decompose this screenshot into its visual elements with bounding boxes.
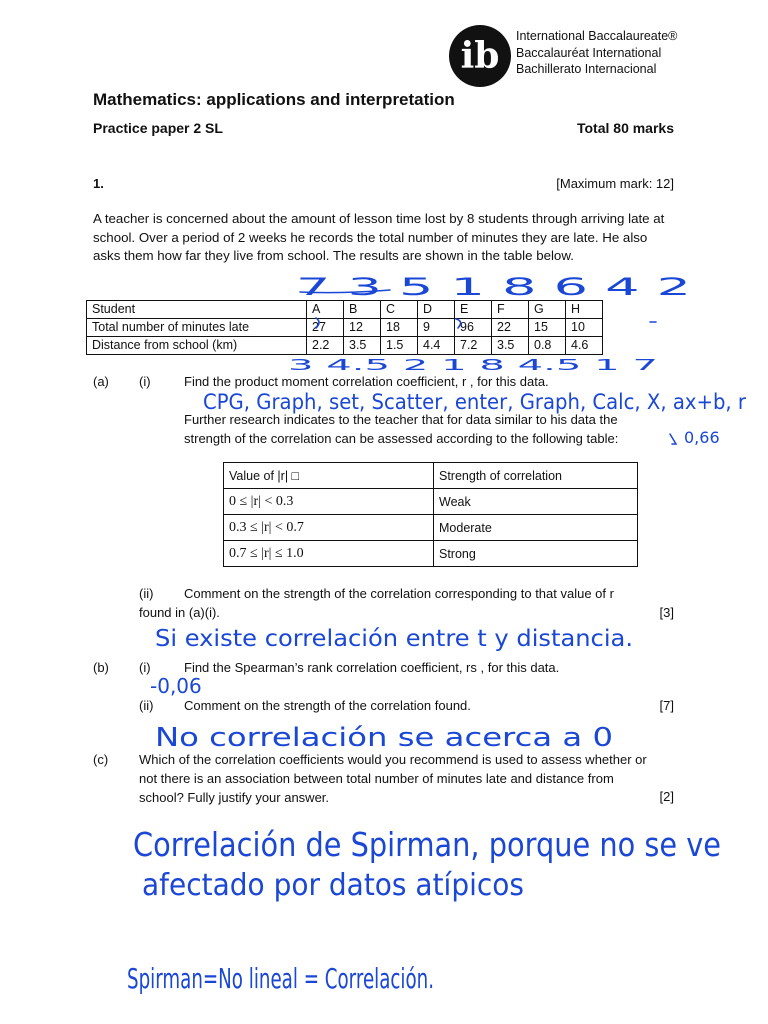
handwritten-gdc-steps: CPG, Graph, set, Scatter, enter, Graph, Calc, X, ax+b, r [203,390,747,414]
paper-subtitle: Practice paper 2 SL [93,120,223,136]
table-cell: 27 [307,319,344,337]
part-a-i-text: Find the product moment correlation coefficient, r , for this data. [184,374,549,389]
handwritten-c-answer-line1: Correlación de Spirman, porque no se ve [133,825,721,864]
table-cell: Student [87,301,307,319]
handwritten-ranks-bottom: 3 4.5 2 1 8 4.5 1 7 [288,356,658,374]
max-mark: [Maximum mark: 12] [556,176,674,191]
table-row [224,515,638,541]
table-cell: Strong [434,541,638,567]
part-b-ii-label: (ii) [139,698,154,713]
part-b-i-text: Find the Spearman’s rank correlation coefficient, rs , for this data. [184,660,560,675]
part-a-i-label: (i) [139,374,151,389]
part-b-ii-text: Comment on the strength of the correlation found. [184,698,471,713]
handwritten-r-value: 0,66 [684,428,720,447]
table-row [224,463,638,489]
table-row [87,337,603,355]
handwritten-b-ii-answer: No correlación se acerca a 0 [155,723,613,753]
table-cell: 9 [418,319,455,337]
table-cell: Moderate [434,515,638,541]
ib-logo-icon [448,24,512,88]
table-cell: 3.5 [492,337,529,355]
table-row [87,319,603,337]
org-name-en: International Baccalaureate® [516,29,678,43]
part-c-label: (c) [93,752,109,767]
handwritten-footer-note: Spirman=No lineal = Correlación. [127,962,434,995]
part-a-label: (a) [93,374,109,389]
table-cell: Distance from school (km) [87,337,307,355]
handwritten-c-answer-line2: afectado por datos atípicos [142,868,524,903]
strength-table [223,462,638,567]
table-cell: 4.4 [418,337,455,355]
table-cell: 0.8 [529,337,566,355]
table-cell: 2.2 [307,337,344,355]
table-cell: F [492,301,529,319]
table-cell: 3.5 [344,337,381,355]
table-cell: 15 [529,319,566,337]
table-cell: G [529,301,566,319]
table-row [224,489,638,515]
handwritten-a-ii-answer: Si existe correlación entre t y distancia. [155,626,633,652]
table-cell: 10 [566,319,603,337]
question-intro: A teacher is concerned about the amount of lesson time lost by 8 students through arriving late at school. Over a period of 2 weeks he records the total number of minutes they are late. He also asks them how far they live from school. The results are shown in the table below. [93,211,665,263]
table-cell: 22 [492,319,529,337]
table-cell: B [344,301,381,319]
org-names [516,28,677,78]
table-row [87,301,603,319]
handwritten-rs-value: -0,06 [150,674,202,698]
table-cell: C [381,301,418,319]
data-table [86,300,603,355]
table-cell: 18 [381,319,418,337]
table-cell: Strength of correlation [434,463,638,489]
part-a-ii-text-2: found in (a)(i). [139,605,220,620]
table-cell: 0.3 ≤ |r| < 0.7 [224,515,434,541]
table-cell: Value of |r| □ [224,463,434,489]
table-cell: 12 [344,319,381,337]
part-c-text: Which of the correlation coefficients would you recommend is used to assess whether or not there is an association between total number of minutes late and distance from school? Fully justify your answer. [139,752,647,805]
table-row [224,541,638,567]
handwritten-strike-stroke [300,290,390,293]
table-cell: 0 ≤ |r| < 0.3 [224,489,434,515]
part-c-mark: [2] [659,789,674,804]
table-cell: 7.2 [455,337,492,355]
table-cell: 0.7 ≤ |r| ≤ 1.0 [224,541,434,567]
table-cell: D [418,301,455,319]
table-cell: Total number of minutes late [87,319,307,337]
part-a-ii-text: Comment on the strength of the correlation corresponding to that value of r [184,586,614,601]
total-marks: Total 80 marks [576,120,674,136]
paper-title: Mathematics: applications and interpretation [93,90,455,109]
handwritten-arrow-mark [670,434,676,444]
logo-text: ib [460,35,500,77]
table-cell: E [455,301,492,319]
table-cell: 4.6 [566,337,603,355]
table-cell: 96 [455,319,492,337]
org-name-fr: Baccalauréat International [516,45,662,60]
part-b-i-label: (i) [139,660,151,675]
table-cell: A [307,301,344,319]
part-b-label: (b) [93,660,109,675]
question-number: 1. [93,176,104,191]
part-a-further-text: Further research indicates to the teacher that for data similar to his data the strength of the correlation can be assessed according to the following table: [184,412,619,446]
table-cell: H [566,301,603,319]
handwritten-ranks-top: 7 3 5 1 8 6 4 2 [296,273,691,301]
part-b-mark: [7] [659,698,674,713]
org-name-es: Bachillerato Internacional [516,62,657,76]
table-cell: 1.5 [381,337,418,355]
table-cell: Weak [434,489,638,515]
part-a-ii-label: (ii) [139,586,154,601]
part-a-mark: [3] [659,605,674,620]
